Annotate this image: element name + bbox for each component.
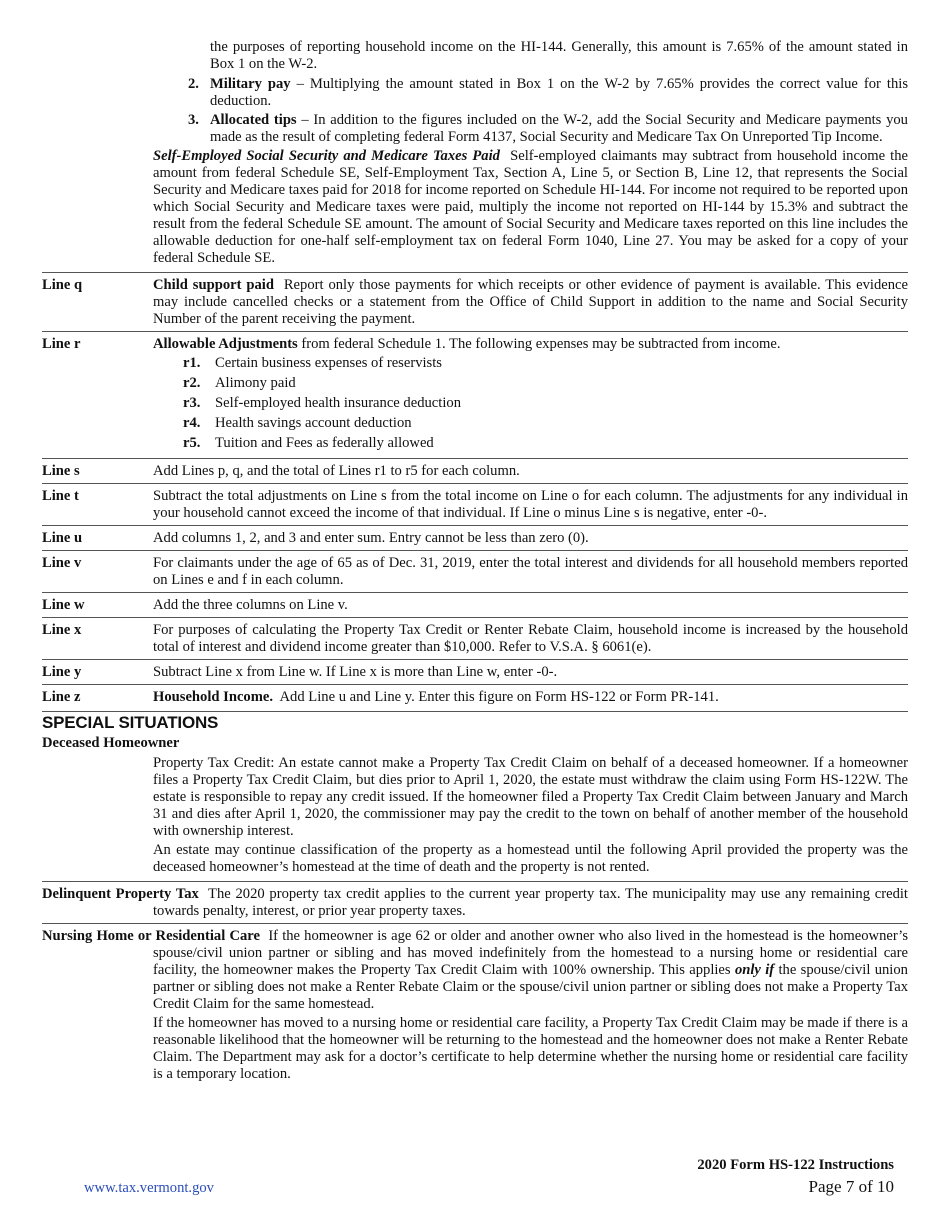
line-label: Line z: [42, 689, 81, 705]
delinquent-tax-section: Delinquent Property Tax The 2020 property tax credit applies to the current year property tax. The municipality may use any remaining credit towards penalty, interest, or prior year property taxes.: [42, 881, 908, 923]
line-v-row: Line v For claimants under the age of 65 as of Dec. 31, 2019, enter the total interest and dividends for all household members reported on Lines e and f in each column.: [42, 550, 908, 592]
line-s-row: Line s Add Lines p, q, and the total of Lines r1 to r5 for each column.: [42, 458, 908, 483]
deduction-list: [42, 76, 908, 146]
list-item: r5. Tuition and Fees as federally allowed: [183, 435, 434, 451]
line-label: Line x: [42, 622, 82, 638]
line-x-row: Line x For purposes of calculating the Property Tax Credit or Renter Rebate Claim, household income is increased by the household total of interest and dividend income greater than $10,000. Refer to V.S.A. § 6061(e).: [42, 617, 908, 659]
document-page: [42, 39, 908, 1086]
line-w-row: Line w Add the three columns on Line v.: [42, 592, 908, 617]
line-label: Line t: [42, 488, 79, 504]
line-label: Line v: [42, 555, 82, 571]
nursing-paragraph-2: If the homeowner has moved to a nursing home or residential care facility, a Property Tax Credit Claim may be made if there is a reasonable likelihood that the homeowner will be returning to the homestead and the homeowner does not make a Renter Rebate Claim. The Department may ask for a doctor’s certificate to help determine whether the nursing home or residential care facility is a temporary location.: [153, 1015, 908, 1082]
line-label: Line r: [42, 336, 81, 352]
list-item: r2. Alimony paid: [183, 375, 296, 391]
line-t-row: Line t Subtract the total adjustments on Line s from the total income on Line o for each column. The adjustments for any individual in your household cannot exceed the income of that individual. If Line o minus Line s is negative, enter -0-.: [42, 483, 908, 525]
list-item: 2. Military pay – Multiplying the amount stated in Box 1 on the W-2 by 7.65% provides the correct value for this deduction.: [188, 76, 908, 109]
line-label: Line y: [42, 664, 82, 680]
footer-title: 2020 Form HS-122 Instructions: [697, 1157, 894, 1173]
line-r-row: Line r Allowable Adjustments from federal Schedule 1. The following expenses may be subtracted from income. r1. Certain business expenses of reservists r2. Alimony paid r3. Self-employed health insurance deduction r4. Health savings account deduction r5. Tuition and Fees as federally allowed: [42, 331, 908, 458]
line-label: Line s: [42, 463, 80, 479]
self-employed-paragraph: Self-Employed Social Security and Medicare Taxes Paid Self-employed claimants may subtract from household income the amount from federal Schedule SE, Self-Employment Tax, Section A, Line 5, or Section B, Line 12, that represents the Social Security and Medicare taxes paid for 2018 for income reported on Schedule HI-144. For income not required to be reported upon which Social Security and Medicare taxes were paid, multiply the income not reported on HI-144 by 15.3% and subtract the result from the federal Schedule SE amount. The amount of Social Security and Medicare taxes reported on this line includes the allowable deduction for one-half self-employment tax on federal Form 1040, Line 27. You may be asked for a copy of your federal Schedule SE.: [153, 148, 908, 266]
deceased-homeowner-heading: Deceased Homeowner: [42, 735, 180, 751]
adjustments-list: [153, 355, 908, 452]
page-number: Page 7 of 10: [808, 1177, 894, 1196]
line-label: Line w: [42, 597, 85, 613]
line-z-row: Line z Household Income. Add Line u and Line y. Enter this figure on Form HS-122 or Form PR-141.: [42, 684, 908, 709]
nursing-home-section: Nursing Home or Residential Care If the homeowner is age 62 or older and another owner who also lived in the homestead is the homeowner’s spouse/civil union partner or sibling and has moved indefinitely from the homestead to a nursing home or residential care facility, the homeowner makes the Property Tax Credit Claim with 100% ownership. This applies only if the spouse/civil union partner or sibling does not make a Renter Rebate Claim or the spouse/civil union partner or sibling does not make a Property Tax Credit Claim for the same homestead. If the homeowner has moved to a nursing home or residential care facility, a Property Tax Credit Claim may be made if there is a reasonable likelihood that the homeowner will be returning to the homestead and the homeowner does not make a Renter Rebate Claim. The Department may ask for a doctor’s certificate to help determine whether the nursing home or residential care facility is a temporary location.: [42, 923, 908, 1086]
line-label: Line u: [42, 530, 83, 546]
list-item: r3. Self-employed health insurance deduction: [183, 395, 461, 411]
website-link[interactable]: www.tax.vermont.gov: [84, 1180, 214, 1196]
list-item: r1. Certain business expenses of reservists: [183, 355, 442, 371]
section-heading: SPECIAL SITUATIONS: [42, 711, 908, 731]
list-item: 3. Allocated tips – In addition to the figures included on the W-2, add the Social Security and Medicare payments you made as the result of completing federal Form 4137, Social Security and Medicare Tax On Unreported Tip Income.: [188, 112, 908, 145]
line-u-row: Line u Add columns 1, 2, and 3 and enter sum. Entry cannot be less than zero (0).: [42, 525, 908, 550]
list-item: r4. Health savings account deduction: [183, 415, 412, 431]
line-q-row: Line q Child support paid Report only those payments for which receipts or other evidence of payment is available. This evidence may include cancelled checks or a statement from the Office of Child Support in addition to the name and Social Security Number of the parent receiving the payment.: [42, 272, 908, 331]
continued-paragraph: the purposes of reporting household income on the HI-144. Generally, this amount is 7.65% of the amount stated in Box 1 on the W-2.: [210, 39, 908, 72]
line-y-row: Line y Subtract Line x from Line w. If Line x is more than Line w, enter -0-.: [42, 659, 908, 684]
deceased-paragraph-2: An estate may continue classification of the property as a homestead until the following April provided the property was the deceased homeowner’s homestead at the time of death and the property is not rented.: [153, 842, 908, 875]
deceased-paragraph-1: Property Tax Credit: An estate cannot make a Property Tax Credit Claim on behalf of a deceased homeowner. If a homeowner files a Property Tax Credit Claim, but dies prior to April 1, 2020, the estate must withdraw the claim using Form HS-122W. The estate is responsible to repay any credit issued. If the homeowner filed a Property Tax Credit Claim between January and March 31 and dies after April 1, 2020, the commissioner may pay the credit to the town on behalf of another member of the household with ownership interest.: [153, 755, 908, 839]
line-label: Line q: [42, 277, 83, 293]
